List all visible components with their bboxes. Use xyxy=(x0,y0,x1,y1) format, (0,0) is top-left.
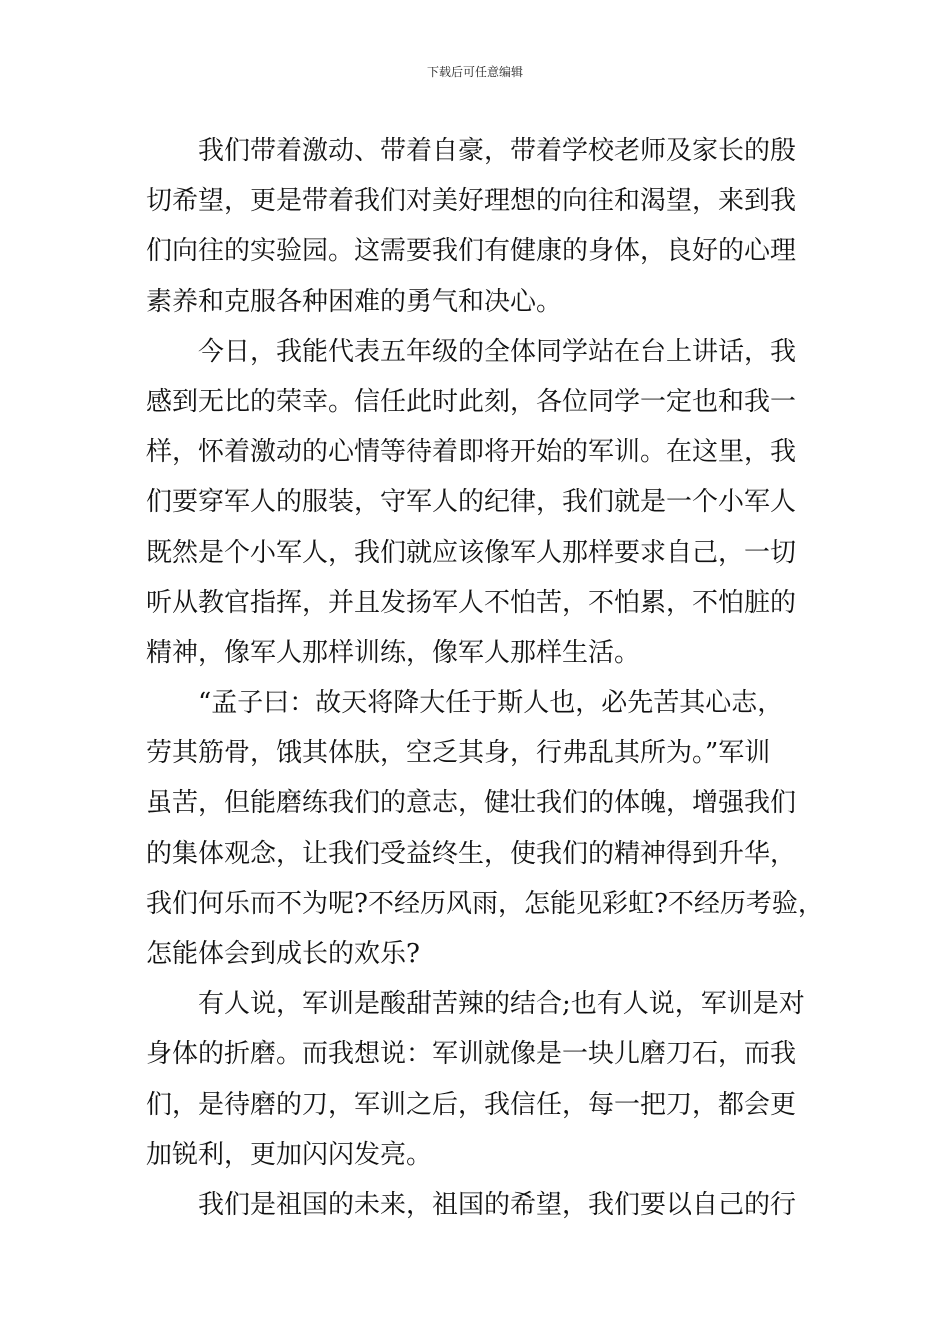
paragraph-line: 素养和克服各种困难的勇气和决心。 xyxy=(146,286,563,317)
paragraph-line: 感到无比的荣幸。信任此时此刻，各位同学一定也和我一 xyxy=(146,386,797,417)
paragraph-line: 们要穿军人的服装，守军人的纪律，我们就是一个小军人 xyxy=(146,487,797,518)
paragraph-line: 们，是待磨的刀，军训之后，我信任，每一把刀，都会更 xyxy=(146,1089,797,1120)
paragraph-line: 切希望，更是带着我们对美好理想的向往和渴望，来到我 xyxy=(146,186,797,217)
paragraph-line: 怎能体会到成长的欢乐? xyxy=(146,939,420,969)
paragraph-line: 听从教官指挥，并且发扬军人不怕苦，不怕累，不怕脏的 xyxy=(146,587,797,618)
paragraph-line: 的集体观念，让我们受益终生，使我们的精神得到升华， xyxy=(146,838,797,869)
paragraph-line: 我们何乐而不为呢?不经历风雨，怎能见彩虹?不经历考验， xyxy=(146,888,824,919)
paragraph-first-line: 我们是祖国的未来，祖国的希望，我们要以自己的行 xyxy=(198,1189,797,1220)
paragraph-line: 既然是个小军人，我们就应该像军人那样要求自己，一切 xyxy=(146,537,797,568)
paragraph-first-line: 今日，我能代表五年级的全体同学站在台上讲话，我 xyxy=(198,336,797,367)
paragraph-line: 加锐利，更加闪闪发亮。 xyxy=(146,1139,433,1170)
paragraph-line: 劳其筋骨，饿其体肤，空乏其身，行弗乱其所为。”军训 xyxy=(146,738,771,769)
document-body xyxy=(146,126,824,1230)
paragraph-line: 身体的折磨。而我想说：军训就像是一块儿磨刀石，而我 xyxy=(146,1039,797,1070)
page-header: 下载后可任意编辑 xyxy=(426,65,523,79)
paragraph-first-line: 我们带着激动、带着自豪，带着学校老师及家长的殷 xyxy=(198,136,797,166)
paragraph-first-line: “孟子曰：故天将降大任于斯人也，必先苦其心志， xyxy=(198,688,784,719)
paragraph-first-line: 有人说，军训是酸甜苦辣的结合;也有人说，军训是对 xyxy=(198,989,805,1020)
paragraph-line: 精神，像军人那样训练，像军人那样生活。 xyxy=(146,637,641,668)
paragraph-line: 们向往的实验园。这需要我们有健康的身体，良好的心理 xyxy=(146,236,797,267)
paragraph-line: 虽苦，但能磨练我们的意志，健壮我们的体魄，增强我们 xyxy=(146,788,797,819)
paragraph-line: 样，怀着激动的心情等待着即将开始的军训。在这里，我 xyxy=(146,437,797,468)
